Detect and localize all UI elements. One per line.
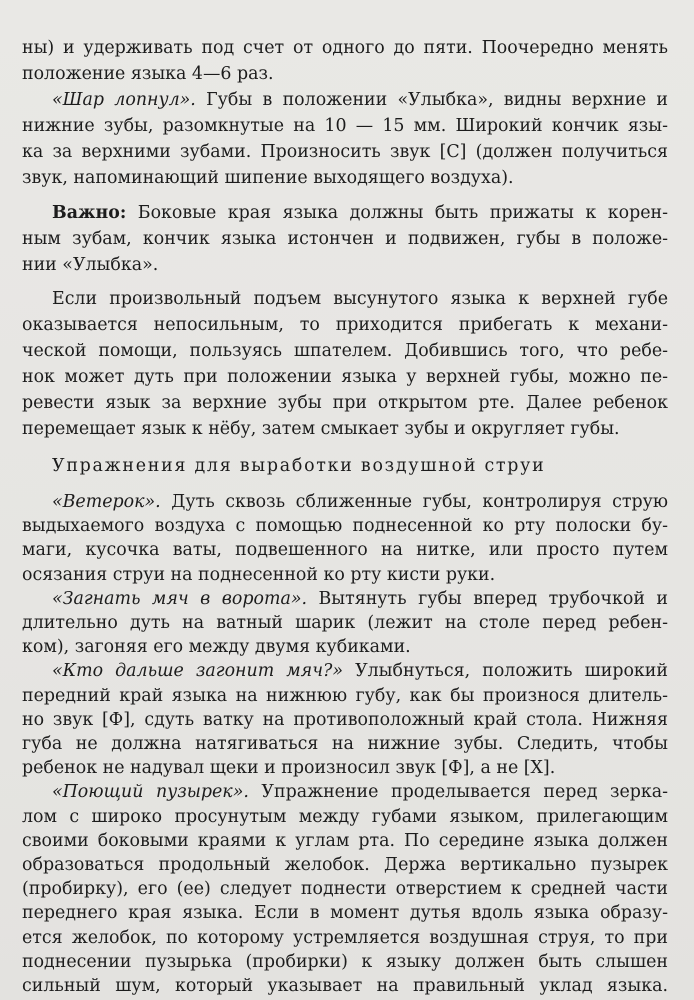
line-text: лом с широко просунутым между губами языком, прилегающим — [22, 806, 668, 827]
line-text: нок может дуть при положении языка у верхней губы, можно пе- — [22, 367, 668, 387]
text-line — [22, 805, 668, 831]
text-line — [22, 365, 668, 391]
line-text: ревести язык за верхние зубы при открытом рте. Далее ребенок — [22, 393, 668, 413]
line-text: ческой помощи, пользуясь шпателем. Добившись того, что ребе- — [22, 341, 668, 361]
line-text: переднего края языка. Если в момент дутья вдоль языка образу- — [22, 903, 668, 924]
section-heading: Упражнения для выработки воздушной струи — [52, 456, 546, 476]
line-text: ется желобок, по которому устремляется воздушная струя, то при — [22, 927, 668, 948]
text-line — [22, 684, 668, 710]
line-text: оказывается непосильным, то приходится прибегать к механи- — [22, 315, 668, 335]
text-line — [22, 36, 668, 62]
text-line — [22, 877, 668, 903]
line-text: губа не должна натягиваться на нижние зубы. Следить, чтобы — [22, 734, 668, 754]
line-text: положение языка 4—6 раз. — [22, 64, 274, 84]
exercise-title: «Ветерок». — [52, 492, 161, 512]
text-line — [22, 829, 668, 855]
line-text: Губы в положении «Улыбка», видны верхние и — [195, 90, 669, 110]
line-text: Дуть сквозь сближенные губы, контролируя струю — [160, 492, 668, 512]
text-line — [22, 635, 668, 661]
text-line — [52, 287, 668, 313]
text-line — [22, 391, 668, 417]
text-line — [22, 339, 668, 365]
text-line — [22, 227, 668, 253]
text-line — [22, 611, 668, 637]
line-text: Упражнение проделывается перед зерка- — [248, 782, 669, 803]
text-line — [22, 114, 668, 140]
text-line — [22, 853, 668, 879]
text-line — [22, 253, 668, 279]
text-line — [22, 166, 668, 192]
text-line — [22, 950, 668, 976]
exercise-title: «Кто дальше загонит мяч?» — [52, 661, 343, 682]
text-line — [22, 901, 668, 927]
line-text: (пробирку), его (ее) следует поднести отверстием к средней части — [22, 879, 668, 900]
text-line — [22, 732, 668, 758]
line-text: ны) и удерживать под счет от одного до пяти. Поочередно менять — [22, 38, 668, 58]
line-text: Улыбнуться, положить широкий — [342, 661, 668, 682]
text-line — [22, 756, 668, 782]
line-text: образоваться продольный желобок. Держа вертикально пузырек — [22, 855, 668, 875]
text-line — [22, 417, 668, 443]
exercise-title: «Шар лопнул». — [52, 90, 196, 110]
text-line — [22, 140, 668, 166]
line-text: нижние зубы, разомкнутые на 10 — 15 мм. Широкий кончик язы- — [22, 116, 668, 136]
line-text: Вытянуть губы вперед трубочкой и — [307, 588, 669, 609]
text-line — [52, 780, 668, 806]
line-text: ком), загоняя его между двумя кубиками. — [22, 637, 411, 658]
text-line — [22, 926, 668, 952]
text-line — [52, 88, 668, 114]
line-text: но звук [Ф], сдуть ватку на противоположный край стола. Нижняя — [22, 709, 668, 730]
line-text: ка за верхними зубами. Произносить звук [С] (должен получиться — [22, 142, 668, 162]
important-label: Важно: — [52, 203, 127, 223]
line-text: Если произвольный подъем высунутого языка к верхней губе — [52, 289, 668, 309]
line-text: ребенок не надувал щеки и произносил звук [Ф], а не [Х]. — [22, 758, 556, 779]
line-text: передний край языка на нижнюю губу, как бы произнося длитель- — [22, 685, 668, 706]
text-line — [52, 659, 668, 685]
line-text: сильный шум, который указывает на правильный уклад языка. — [22, 976, 668, 996]
line-text: нии «Улыбка». — [22, 255, 159, 275]
text-line — [22, 538, 668, 564]
line-text: выдыхаемого воздуха с помощью поднесенной ко рту полоски бу- — [22, 516, 668, 537]
text-line — [52, 201, 668, 227]
text-line — [52, 587, 668, 613]
exercise-title: «Поющий пузырек». — [52, 782, 249, 803]
text-line — [22, 708, 668, 734]
line-text: звук, напоминающий шипение выходящего воздуха). — [22, 168, 514, 188]
text-line — [22, 974, 668, 1000]
line-text: Боковые края языка должны быть прижаты к корен- — [126, 203, 668, 223]
line-text: ным зубам, кончик языка истончен и подвижен, губы в положе- — [22, 229, 668, 249]
line-text: длительно дуть на ватный шарик (лежит на столе перед ребен- — [22, 613, 668, 633]
text-line — [22, 514, 668, 540]
text-line — [22, 62, 668, 88]
line-text: своими боковыми краями к углам рта. По середине языка должен — [22, 830, 668, 851]
line-text: маги, кусочка ваты, подвешенного на нитке, или просто путем — [22, 540, 668, 561]
line-text: осязания струи на поднесенной ко рту кисти руки. — [22, 564, 496, 585]
line-text: перемещает язык к нёбу, затем смыкает зубы и округляет губы. — [22, 419, 620, 439]
exercise-title: «Загнать мяч в ворота». — [52, 588, 307, 609]
text-line — [22, 563, 668, 589]
text-line — [52, 490, 668, 516]
text-line — [22, 313, 668, 339]
line-text: поднесении пузырька (пробирки) к языку должен быть слышен — [22, 951, 668, 972]
